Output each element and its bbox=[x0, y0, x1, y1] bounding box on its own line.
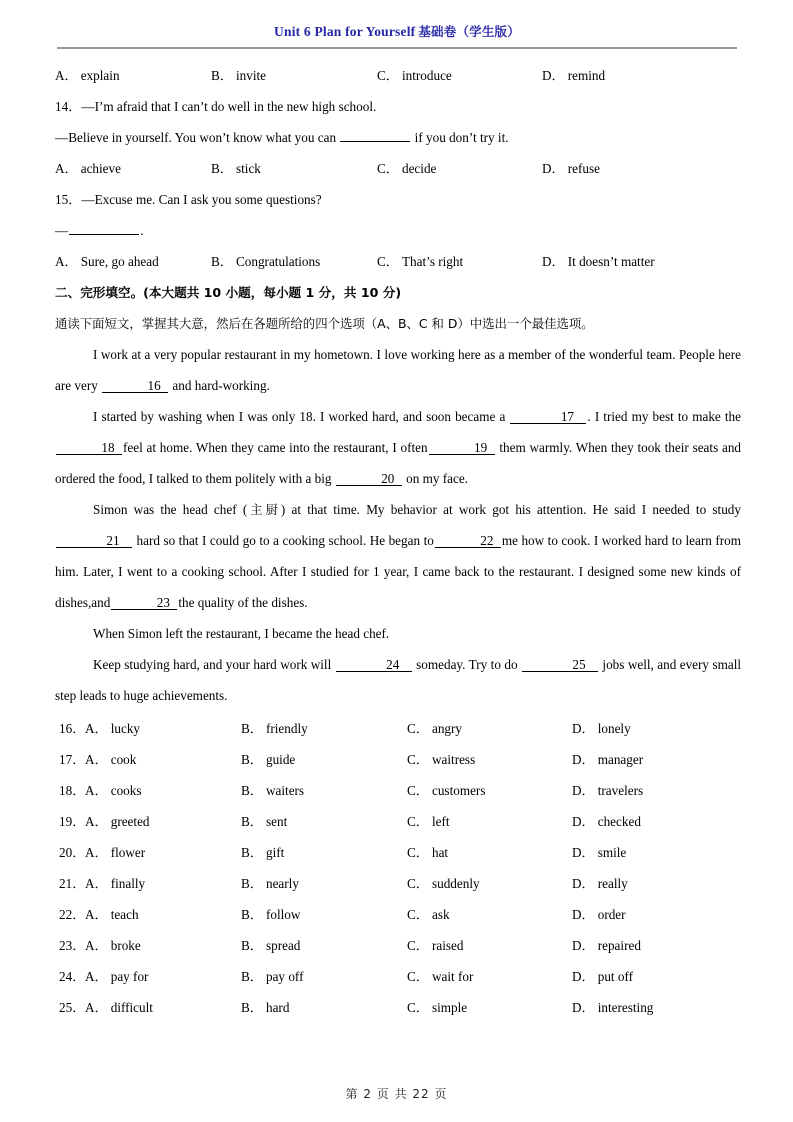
option-a-text: cook bbox=[110, 752, 137, 767]
option-b-text: pay off bbox=[265, 969, 304, 984]
option-d-label: D． bbox=[542, 161, 565, 176]
option-a bbox=[85, 806, 241, 837]
option-b-label: B． bbox=[211, 254, 233, 269]
options-row bbox=[55, 806, 741, 837]
option-a-label: A． bbox=[55, 161, 78, 176]
option-c-label: C． bbox=[377, 161, 399, 176]
option-a-label: A． bbox=[85, 783, 108, 798]
option-c-label: C． bbox=[377, 254, 399, 269]
option-b bbox=[241, 713, 407, 744]
option-c bbox=[407, 806, 572, 837]
section-2-heading bbox=[55, 277, 741, 308]
option-b-text: spread bbox=[265, 938, 301, 953]
option-b bbox=[241, 837, 407, 868]
passage-p3-text-c: hard so that I could go to a cooking school. He began to bbox=[136, 533, 434, 548]
option-d-text: remind bbox=[567, 68, 606, 83]
option-c bbox=[377, 153, 542, 184]
option-c-label: C． bbox=[377, 68, 399, 83]
option-d bbox=[542, 153, 702, 184]
option-d bbox=[542, 60, 702, 91]
passage-paragraph-5 bbox=[55, 649, 741, 711]
option-a bbox=[55, 246, 211, 277]
option-c-text: simple bbox=[431, 1000, 468, 1015]
option-c-text: suddenly bbox=[431, 876, 480, 891]
question-14-text: —I’m afraid that I can’t do well in the new high school. bbox=[81, 99, 377, 114]
option-d-text: travelers bbox=[597, 783, 644, 798]
answer-blank-18[interactable]: 18 bbox=[56, 441, 122, 455]
option-b bbox=[241, 899, 407, 930]
option-a-label: A． bbox=[85, 1000, 108, 1015]
page-footer: 第 2 页 共 22 页 bbox=[345, 1087, 448, 1101]
option-c-text: hat bbox=[431, 845, 449, 860]
passage-p5-text-b: someday. Try to do bbox=[416, 657, 518, 672]
question-number: 24． bbox=[59, 969, 86, 984]
option-c-text: angry bbox=[431, 721, 463, 736]
question-14-number: 14． bbox=[55, 99, 82, 114]
answer-blank-16[interactable]: 16 bbox=[102, 379, 168, 393]
options-row-q13 bbox=[55, 60, 741, 91]
option-a bbox=[85, 961, 241, 992]
option-c bbox=[407, 930, 572, 961]
answer-blank-25[interactable]: 25 bbox=[522, 658, 598, 672]
option-d-text: really bbox=[597, 876, 628, 891]
option-b-text: friendly bbox=[265, 721, 308, 736]
option-b-label: B． bbox=[241, 752, 263, 767]
option-b bbox=[211, 60, 377, 91]
passage-paragraph-2 bbox=[55, 401, 741, 494]
option-b-text: sent bbox=[265, 814, 288, 829]
option-b-label: B． bbox=[241, 969, 263, 984]
option-a bbox=[85, 837, 241, 868]
option-c-text: introduce bbox=[401, 68, 452, 83]
options-row bbox=[55, 930, 741, 961]
option-c-label: C． bbox=[407, 876, 429, 891]
option-d bbox=[572, 837, 732, 868]
answer-blank-22[interactable]: 22 bbox=[435, 534, 501, 548]
option-d-label: D． bbox=[572, 907, 595, 922]
option-d bbox=[572, 930, 732, 961]
option-d bbox=[572, 992, 732, 1023]
option-b-text: nearly bbox=[265, 876, 299, 891]
option-d bbox=[572, 744, 732, 775]
answer-blank-23[interactable]: 23 bbox=[111, 596, 177, 610]
option-b-label: B． bbox=[211, 68, 233, 83]
options-row-q14 bbox=[55, 153, 741, 184]
option-b-text: waiters bbox=[265, 783, 305, 798]
option-c-label: C． bbox=[407, 938, 429, 953]
option-a-label: A． bbox=[85, 969, 108, 984]
answer-blank-17[interactable]: 17 bbox=[510, 410, 586, 424]
option-d-text: interesting bbox=[597, 1000, 654, 1015]
option-c-text: raised bbox=[431, 938, 464, 953]
option-b-label: B． bbox=[241, 783, 263, 798]
passage-p3-gloss-cn: 主厨 bbox=[247, 502, 281, 517]
option-d-text: smile bbox=[597, 845, 627, 860]
option-a-label: A． bbox=[55, 68, 78, 83]
passage-p1-text-a: I work at a very popular restaurant in my hometown. I love working here as a member of the wonderful team. People here are very bbox=[55, 347, 741, 393]
page-header bbox=[57, 22, 737, 40]
passage-p2-text-c: feel at home. When they came into the restaurant, I often bbox=[123, 440, 428, 455]
section-2-instruction: 通读下面短文，掌握其大意，然后在各题所给的四个选项（A、B、C 和 D）中选出一个最佳选项。 bbox=[55, 316, 594, 331]
option-c bbox=[407, 992, 572, 1023]
question-14-text-before-blank: —Believe in yourself. You won’t know what you can bbox=[55, 130, 337, 145]
option-c-text: customers bbox=[431, 783, 486, 798]
passage-paragraph-4: When Simon left the restaurant, I became the head chef. bbox=[93, 626, 390, 641]
option-d-label: D． bbox=[572, 814, 595, 829]
option-d bbox=[572, 899, 732, 930]
option-a bbox=[85, 899, 241, 930]
option-a-label: A． bbox=[85, 752, 108, 767]
passage-p3-text-b: ) at that time. My behavior at work got his attention. He said I needed to study bbox=[280, 502, 741, 517]
question-number: 16． bbox=[59, 721, 86, 736]
option-d-label: D． bbox=[572, 1000, 595, 1015]
option-d bbox=[572, 713, 732, 744]
option-d-text: refuse bbox=[567, 161, 600, 176]
header-title-en: Unit 6 Plan for Yourself bbox=[274, 24, 416, 39]
header-divider bbox=[57, 47, 737, 49]
option-d-label: D． bbox=[572, 969, 595, 984]
option-c-label: C． bbox=[407, 1000, 429, 1015]
option-d-text: lonely bbox=[597, 721, 631, 736]
option-b bbox=[241, 806, 407, 837]
option-a-label: A． bbox=[85, 876, 108, 891]
options-row bbox=[55, 775, 741, 806]
option-d-text: It doesn’t matter bbox=[567, 254, 655, 269]
option-a-text: explain bbox=[80, 68, 120, 83]
option-a-label: A． bbox=[85, 938, 108, 953]
option-a-label: A． bbox=[55, 254, 78, 269]
option-d bbox=[572, 961, 732, 992]
option-b bbox=[211, 246, 377, 277]
option-c-label: C． bbox=[407, 845, 429, 860]
answer-blank-15[interactable] bbox=[69, 234, 139, 235]
passage-p1-text-b: and hard-working. bbox=[172, 378, 270, 393]
option-b bbox=[211, 153, 377, 184]
option-c bbox=[407, 744, 572, 775]
option-b bbox=[241, 868, 407, 899]
passage-p2-text-b: . I tried my best to make the bbox=[587, 409, 741, 424]
options-row bbox=[55, 961, 741, 992]
option-b-text: stick bbox=[235, 161, 261, 176]
options-row bbox=[55, 868, 741, 899]
option-a-text: Sure, go ahead bbox=[80, 254, 159, 269]
section-2-title: 二、完形填空。 bbox=[55, 285, 144, 300]
option-b-text: Congratulations bbox=[235, 254, 321, 269]
option-a-text: greeted bbox=[110, 814, 150, 829]
option-a bbox=[85, 744, 241, 775]
option-c bbox=[407, 713, 572, 744]
option-c bbox=[377, 60, 542, 91]
option-d bbox=[572, 775, 732, 806]
option-a-label: A． bbox=[85, 721, 108, 736]
option-a-text: teach bbox=[110, 907, 139, 922]
passage-p5-text-a: Keep studying hard, and your hard work will bbox=[93, 657, 332, 672]
option-c-text: ask bbox=[431, 907, 450, 922]
options-row-q15 bbox=[55, 246, 741, 277]
passage-p3-text-a: Simon was the head chef ( bbox=[93, 502, 248, 517]
options-row bbox=[55, 713, 741, 744]
passage-paragraph-3 bbox=[55, 494, 741, 618]
option-d-text: put off bbox=[597, 969, 634, 984]
option-b bbox=[241, 744, 407, 775]
passage-p2-text-d: them warmly. When they took their seats and ordered the food, I talked to them politely with a big bbox=[55, 440, 742, 486]
option-b-text: follow bbox=[265, 907, 301, 922]
option-d-label: D． bbox=[572, 721, 595, 736]
option-a bbox=[55, 153, 211, 184]
option-c bbox=[407, 961, 572, 992]
header-title-cn: 基础卷（学生版） bbox=[418, 24, 520, 39]
question-number: 21． bbox=[59, 876, 86, 891]
question-15-stem-line1 bbox=[55, 184, 741, 215]
question-number: 25． bbox=[59, 1000, 86, 1015]
option-a-text: pay for bbox=[110, 969, 149, 984]
option-a bbox=[85, 775, 241, 806]
cloze-options-list bbox=[55, 713, 741, 1023]
passage-p3-text-e: the quality of the dishes. bbox=[178, 595, 308, 610]
question-number: 23． bbox=[59, 938, 86, 953]
option-a-text: achieve bbox=[80, 161, 121, 176]
option-d bbox=[572, 806, 732, 837]
option-a bbox=[85, 930, 241, 961]
question-number: 19． bbox=[59, 814, 86, 829]
option-a-label: A． bbox=[85, 907, 108, 922]
option-a-text: finally bbox=[110, 876, 146, 891]
question-15-dash: — bbox=[55, 223, 69, 238]
option-b-label: B． bbox=[241, 814, 263, 829]
option-b-label: B． bbox=[241, 907, 263, 922]
options-row bbox=[55, 744, 741, 775]
option-a bbox=[85, 992, 241, 1023]
question-15-period: . bbox=[140, 223, 144, 238]
option-a-text: difficult bbox=[110, 1000, 153, 1015]
question-15-stem-line2 bbox=[55, 215, 741, 246]
option-b-text: guide bbox=[265, 752, 296, 767]
option-b-text: invite bbox=[235, 68, 267, 83]
option-c bbox=[407, 868, 572, 899]
option-b-label: B． bbox=[241, 721, 263, 736]
option-c-text: decide bbox=[401, 161, 437, 176]
options-row bbox=[55, 992, 741, 1023]
option-a-label: A． bbox=[85, 845, 108, 860]
answer-blank-20[interactable]: 20 bbox=[336, 472, 402, 486]
option-c bbox=[377, 246, 542, 277]
option-b-label: B． bbox=[241, 1000, 263, 1015]
option-d-label: D． bbox=[542, 254, 565, 269]
option-c bbox=[407, 775, 572, 806]
question-number: 20． bbox=[59, 845, 86, 860]
option-b-label: B． bbox=[241, 938, 263, 953]
option-a-text: flower bbox=[110, 845, 146, 860]
option-b-text: hard bbox=[265, 1000, 290, 1015]
option-c-text: waitress bbox=[431, 752, 476, 767]
question-15-number: 15． bbox=[55, 192, 82, 207]
option-d-label: D． bbox=[572, 752, 595, 767]
option-c-label: C． bbox=[407, 969, 429, 984]
option-b bbox=[241, 930, 407, 961]
answer-blank-19[interactable]: 19 bbox=[429, 441, 495, 455]
section-2-detail: (本大题共 10 小题，每小题 1 分，共 10 分) bbox=[143, 285, 402, 300]
question-number: 18． bbox=[59, 783, 86, 798]
option-d-label: D． bbox=[572, 783, 595, 798]
question-15-text: —Excuse me. Can I ask you some questions? bbox=[81, 192, 322, 207]
document-body bbox=[55, 60, 741, 1023]
option-d bbox=[542, 246, 702, 277]
option-c-text: wait for bbox=[431, 969, 474, 984]
option-c bbox=[407, 899, 572, 930]
options-row bbox=[55, 899, 741, 930]
option-c-text: left bbox=[431, 814, 450, 829]
options-row bbox=[55, 837, 741, 868]
option-d-label: D． bbox=[572, 876, 595, 891]
option-b-label: B． bbox=[241, 845, 263, 860]
option-d-label: D． bbox=[572, 938, 595, 953]
option-d-text: manager bbox=[597, 752, 644, 767]
answer-blank-14[interactable] bbox=[340, 141, 410, 142]
option-d bbox=[572, 868, 732, 899]
answer-blank-24[interactable]: 24 bbox=[336, 658, 412, 672]
option-c-label: C． bbox=[407, 907, 429, 922]
option-c-label: C． bbox=[407, 752, 429, 767]
option-c-label: C． bbox=[407, 814, 429, 829]
option-d-label: D． bbox=[572, 845, 595, 860]
option-a bbox=[85, 713, 241, 744]
option-b bbox=[241, 775, 407, 806]
answer-blank-21[interactable]: 21 bbox=[56, 534, 132, 548]
option-d-text: repaired bbox=[597, 938, 641, 953]
question-14-stem-line2 bbox=[55, 122, 741, 153]
option-c-label: C． bbox=[407, 721, 429, 736]
question-14-text-after-blank: if you don’t try it. bbox=[414, 130, 509, 145]
option-d-text: checked bbox=[597, 814, 641, 829]
option-a-text: broke bbox=[110, 938, 141, 953]
passage-p5-text-c: jobs well, and every small step leads to huge achievements. bbox=[55, 657, 742, 703]
option-d-text: order bbox=[597, 907, 626, 922]
option-d-label: D． bbox=[542, 68, 565, 83]
option-a bbox=[85, 868, 241, 899]
option-b-label: B． bbox=[211, 161, 233, 176]
option-c-text: That’s right bbox=[401, 254, 464, 269]
option-a-text: lucky bbox=[110, 721, 141, 736]
question-number: 17． bbox=[59, 752, 86, 767]
option-b bbox=[241, 961, 407, 992]
question-14-stem-line1 bbox=[55, 91, 741, 122]
passage-p3-text-d: me how to cook. I worked hard to learn from him. Later, I went to a cooking school. After I studied for 1 year, I came back to the restaurant. I designed some new kinds of dishes,and bbox=[55, 533, 741, 610]
option-a-label: A． bbox=[85, 814, 108, 829]
option-b-label: B． bbox=[241, 876, 263, 891]
passage-paragraph-1 bbox=[55, 339, 741, 401]
option-c bbox=[407, 837, 572, 868]
option-a bbox=[55, 60, 211, 91]
option-c-label: C． bbox=[407, 783, 429, 798]
option-b-text: gift bbox=[265, 845, 285, 860]
passage-p2-text-a: I started by washing when I was only 18. I worked hard, and soon became a bbox=[93, 409, 506, 424]
option-a-text: cooks bbox=[110, 783, 142, 798]
option-b bbox=[241, 992, 407, 1023]
question-number: 22． bbox=[59, 907, 86, 922]
passage-p2-text-e: on my face. bbox=[406, 471, 468, 486]
